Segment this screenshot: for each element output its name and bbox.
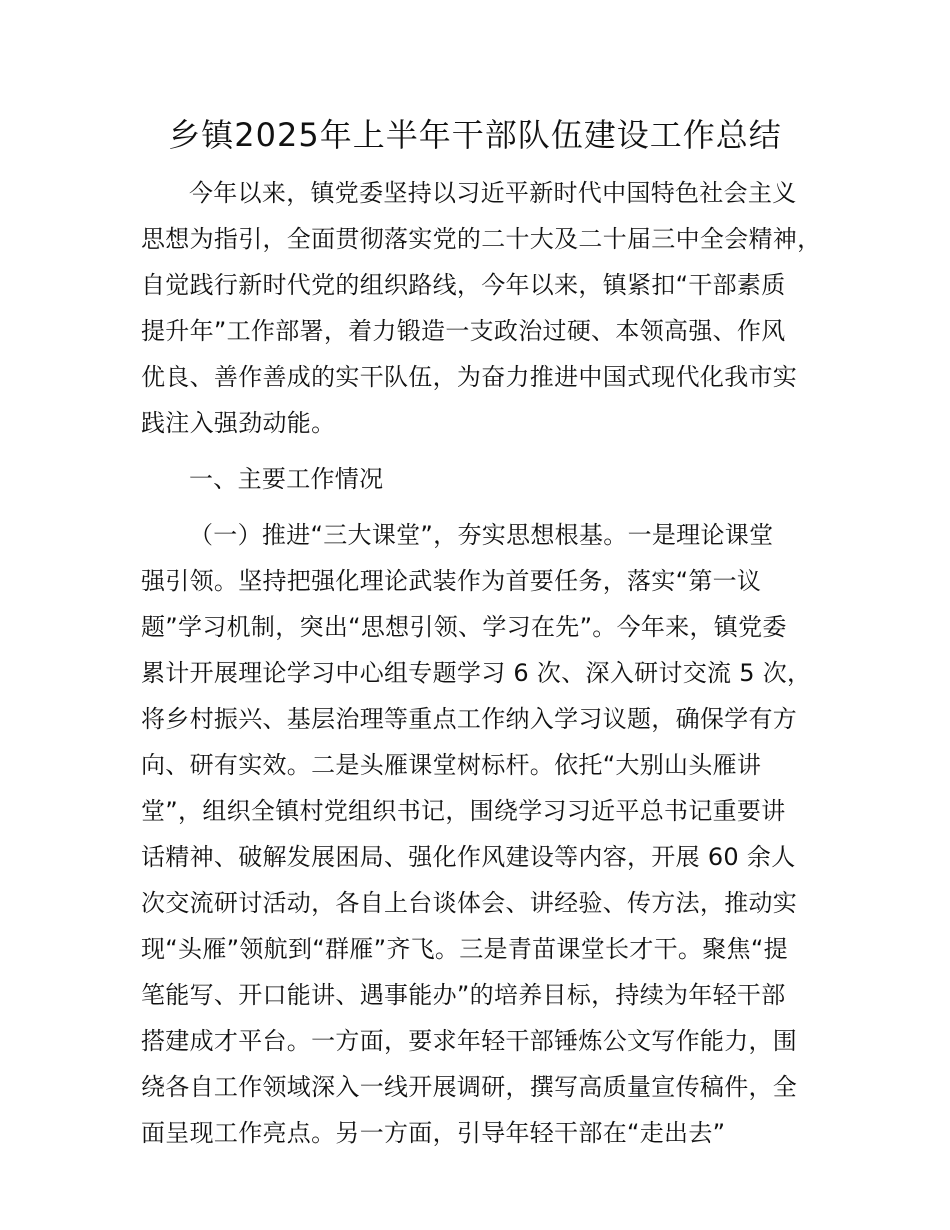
paragraph-line: 践注入强劲动能。: [141, 409, 336, 437]
paragraph-line: 累计开展理论学习中心组专题学习 6 次、深入研讨交流 5 次，: [141, 659, 812, 687]
paragraph-line: 优良、善作善成的实干队伍，为奋力推进中国式现代化我市实: [141, 363, 798, 391]
paragraph-line: 话精神、破解发展困局、强化作风建设等内容，开展 60 余人: [141, 843, 796, 871]
paragraph-line: 今年以来，镇党委坚持以习近平新时代中国特色社会主义: [189, 179, 797, 207]
paragraph-line: 思想为指引，全面贯彻落实党的二十大及二十届三中全会精神，: [141, 225, 822, 253]
paragraph-line: 搭建成才平台。一方面，要求年轻干部锤炼公文写作能力，围: [141, 1027, 798, 1055]
section-heading: 一、主要工作情况: [189, 465, 384, 493]
document-body: [141, 170, 841, 1156]
paragraph-line: 面呈现工作亮点。另一方面，引导年轻干部在“走出去”: [141, 1119, 726, 1147]
paragraph-line: 笔能写、开口能讲、遇事能办”的培养目标，持续为年轻干部: [141, 981, 786, 1009]
paragraph-line: 将乡村振兴、基层治理等重点工作纳入学习议题，确保学有方: [141, 705, 798, 733]
document-title: 乡镇2025年上半年干部队伍建设工作总结: [168, 116, 782, 154]
paragraph-line: 向、研有实效。二是头雁课堂树标杆。依托“大别山头雁讲: [141, 751, 762, 779]
paragraph-line: 自觉践行新时代党的组织路线，今年以来，镇紧扣“干部素质: [141, 271, 786, 299]
intro-paragraph: [141, 170, 841, 446]
paragraph-line: 题”学习机制，突出“思想引领、学习在先”。今年来，镇党委: [141, 613, 787, 641]
section1-paragraph: [141, 512, 841, 1156]
paragraph-line: 堂”，组织全镇村党组织书记，围绕学习习近平总书记重要讲: [141, 797, 786, 825]
paragraph-line: 提升年”工作部署，着力锻造一支政治过硬、本领高强、作风: [141, 317, 786, 345]
paragraph-line: 次交流研讨活动，各自上台谈体会、讲经验、传方法，推动实: [141, 889, 798, 917]
paragraph-line: 现“头雁”领航到“群雁”齐飞。三是青苗课堂长才干。聚焦“提: [141, 935, 788, 963]
paragraph-line: （一）推进“三大课堂”，夯实思想根基。一是理论课堂: [189, 521, 774, 549]
paragraph-line: 绕各自工作领域深入一线开展调研，撰写高质量宣传稿件，全: [141, 1073, 798, 1101]
paragraph-line: 强引领。坚持把强化理论武装作为首要任务，落实“第一议: [141, 567, 762, 595]
